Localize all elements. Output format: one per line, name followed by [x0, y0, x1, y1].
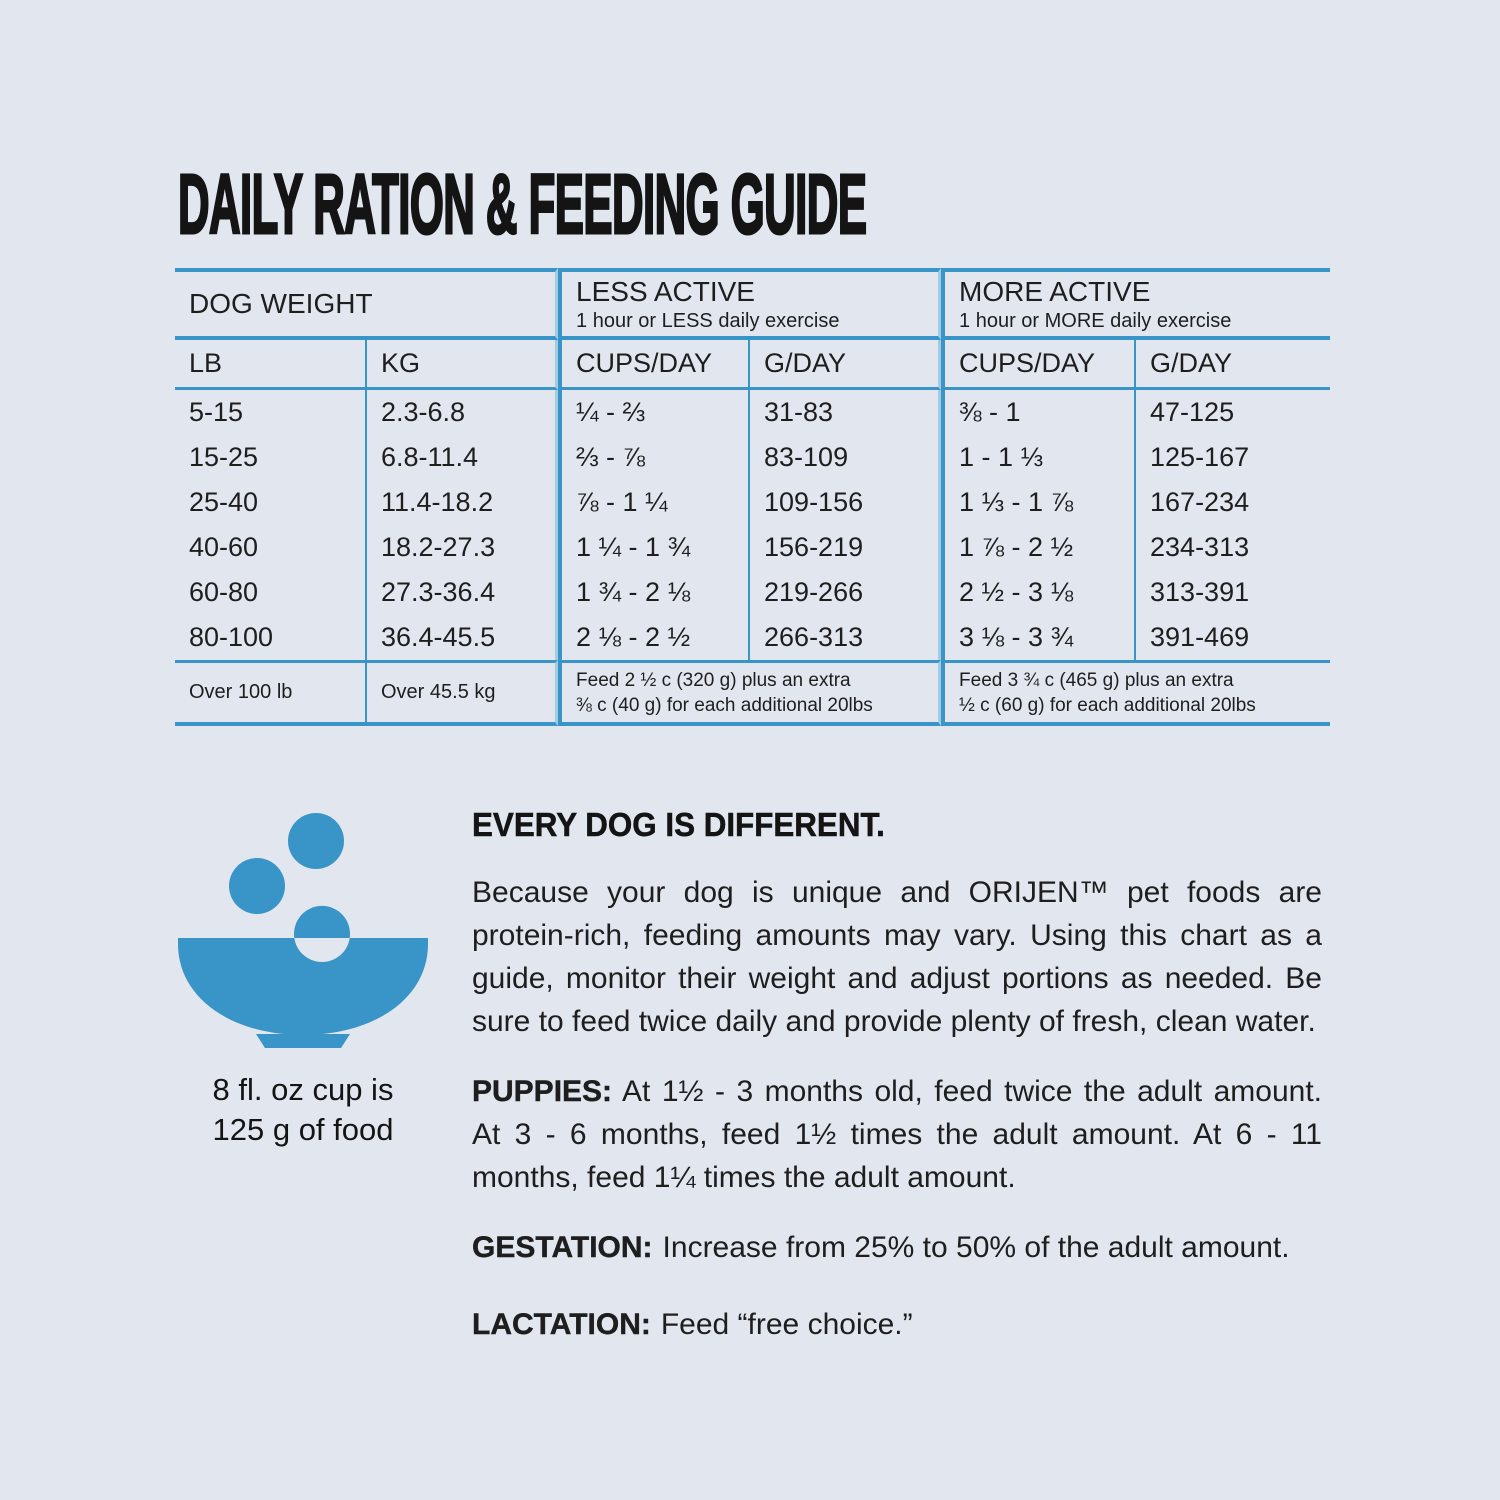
- table-cell: 2 ⅛ - 2 ½: [558, 615, 748, 660]
- lactation-label: LACTATION:: [472, 1308, 651, 1341]
- cup-note-line2: 125 g of food: [212, 1112, 394, 1147]
- cup-note-line1: 8 fl. oz cup is: [212, 1072, 394, 1107]
- group-header-subtitle: 1 hour or LESS daily exercise: [576, 309, 840, 332]
- column-header-gday-more: G/DAY: [1134, 340, 1330, 390]
- table-cell: 109-156: [748, 480, 941, 525]
- table-cell: 2 ½ - 3 ⅛: [941, 570, 1134, 615]
- table-row: [175, 615, 1330, 660]
- table-cell: 11.4-18.2: [365, 480, 558, 525]
- table-cell: 47-125: [1134, 390, 1330, 435]
- column-header-cups-less: CUPS/DAY: [558, 340, 748, 390]
- table-cell: 15-25: [189, 442, 259, 472]
- table-cell: 1 ¼ - 1 ¾: [558, 525, 748, 570]
- table-cell: ⅞ - 1 ¼: [558, 480, 748, 525]
- table-cell: 391-469: [1134, 615, 1330, 660]
- table-cell: 80-100: [189, 622, 274, 652]
- table-cell: 1 ⅓ - 1 ⅞: [941, 480, 1134, 525]
- group-header-subtitle: 1 hour or MORE daily exercise: [959, 309, 1232, 332]
- table-cell: 1 ¾ - 2 ⅛: [558, 570, 748, 615]
- table-cell: 40-60: [189, 532, 259, 562]
- table-row: [175, 390, 1330, 435]
- table-cell: ¼ - ⅔: [558, 390, 748, 435]
- column-header-lb: LB: [175, 340, 365, 390]
- table-row: [175, 525, 1330, 570]
- table-cell: 125-167: [1134, 435, 1330, 480]
- page-title: DAILY RATION & FEEDING GUIDE: [178, 157, 867, 251]
- group-header-label: DOG WEIGHT: [189, 288, 373, 319]
- table-cell: 234-313: [1134, 525, 1330, 570]
- table-cell: 167-234: [1134, 480, 1330, 525]
- puppies-text: At 1½ - 3 months old, feed twice the adult amount. At 3 - 6 months, feed 1½ times the adult amount. At 6 - 11 months, feed 1¼ times the adult amount.: [472, 1075, 1322, 1194]
- group-header-less-active: [558, 268, 941, 340]
- gestation-text: Increase from 25% to 50% of the adult amount.: [662, 1231, 1290, 1264]
- table-cell: 18.2-27.3: [365, 525, 558, 570]
- group-header-label: MORE ACTIVE: [959, 275, 1151, 307]
- table-cell: 3 ⅛ - 3 ¾: [941, 615, 1134, 660]
- column-header-row: [175, 340, 1330, 390]
- table-row: [175, 435, 1330, 480]
- puppies-label: PUPPIES:: [472, 1075, 613, 1108]
- feeding-table: [175, 268, 1330, 726]
- over-lb-cell: Over 100 lb: [175, 660, 365, 726]
- bowl-with-kibble-icon: [178, 813, 428, 1048]
- table-cell: 25-40: [189, 487, 259, 517]
- over-more-active-cell: [941, 660, 1330, 726]
- over-kg-cell: Over 45.5 kg: [365, 660, 558, 726]
- over-note-line: Feed 3 ¾ c (465 g) plus an extra: [959, 669, 1234, 691]
- table-row: [175, 570, 1330, 615]
- column-header-gday-less: G/DAY: [748, 340, 941, 390]
- cup-note: [178, 1070, 428, 1150]
- column-header-kg: KG: [365, 340, 558, 390]
- info-paragraph: Because your dog is unique and ORIJEN™ pet foods are protein-rich, feeding amounts may vary. Using this chart as a guide, monitor their weight and adjust portions as needed. Be sure to feed twice daily and provide plenty of fresh, clean water.: [472, 876, 1322, 1038]
- group-header-more-active: [941, 268, 1330, 340]
- lactation-text: Feed “free choice.”: [660, 1308, 913, 1341]
- over-note-line: ½ c (60 g) for each additional 20lbs: [959, 694, 1256, 716]
- group-header-label: LESS ACTIVE: [576, 275, 755, 307]
- table-cell: 5-15: [189, 397, 244, 427]
- over-note-line: Feed 2 ½ c (320 g) plus an extra: [576, 669, 851, 691]
- table-cell: ⅜ - 1: [941, 390, 1134, 435]
- info-column: [472, 806, 1322, 1346]
- table-cell: 2.3-6.8: [365, 390, 558, 435]
- table-cell: 27.3-36.4: [365, 570, 558, 615]
- gestation-label: GESTATION:: [472, 1231, 653, 1264]
- table-cell: 83-109: [748, 435, 941, 480]
- column-header-cups-more: CUPS/DAY: [941, 340, 1134, 390]
- table-cell: 1 - 1 ⅓: [941, 435, 1134, 480]
- over-note-line: ⅜ c (40 g) for each additional 20lbs: [576, 694, 873, 716]
- gestation-line: [472, 1226, 1322, 1269]
- table-cell: 313-391: [1134, 570, 1330, 615]
- group-header-row: [175, 268, 1330, 340]
- table-cell: 1 ⅞ - 2 ½: [941, 525, 1134, 570]
- table-cell: ⅔ - ⅞: [558, 435, 748, 480]
- lactation-line: [472, 1303, 1322, 1346]
- puppies-paragraph: [472, 1070, 1322, 1199]
- info-heading: EVERY DOG IS DIFFERENT.: [472, 806, 885, 843]
- table-cell: 60-80: [189, 577, 259, 607]
- table-cell: 156-219: [748, 525, 941, 570]
- table-row: [175, 480, 1330, 525]
- over-100lb-row: [175, 660, 1330, 726]
- table-cell: 36.4-45.5: [365, 615, 558, 660]
- cup-measure-figure: [178, 813, 428, 1150]
- table-cell: 6.8-11.4: [365, 435, 558, 480]
- table-cell: 31-83: [748, 390, 941, 435]
- table-cell: 266-313: [748, 615, 941, 660]
- over-less-active-cell: [558, 660, 941, 726]
- table-cell: 219-266: [748, 570, 941, 615]
- group-header-dog-weight: [175, 268, 558, 340]
